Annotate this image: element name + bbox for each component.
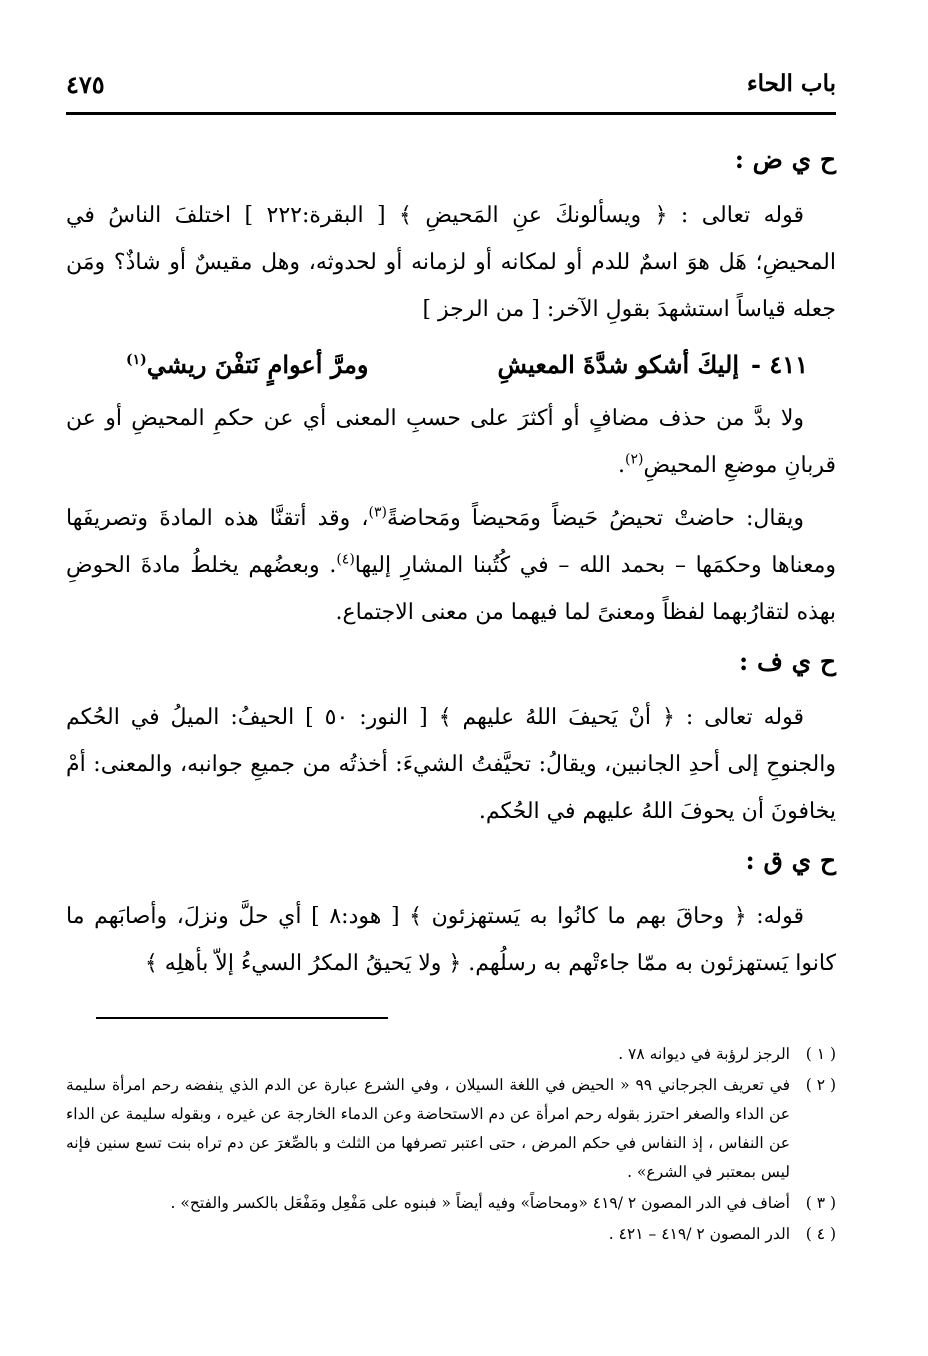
footnote [66,1220,836,1249]
footnote [66,1040,836,1069]
footnote [66,1189,836,1218]
paragraph: ويقال: حاضتْ تحيضُ حَيضاً ومَحيضاً ومَحاضةً$^{(٣)}$، وقد أتقنَّا هذه المادةَ وتصريفَها ومعناها وحكمَها – بحمد الله – في كُتُبنا المشارِ إليها$^{(٤)}$. وبعضُهم يخلطُ مادةَ الحوضِ بهذه لتقارُبهما لفظاً ومعنىً لما فيهما من معنى الاجتماع. [66,504,836,625]
root-heading-hyq: ح ي ق : [745,846,836,875]
root-heading-hyd: ح ي ض : [734,145,836,174]
footnote-text: الرجز لرؤبة في ديوانه ٧٨ . [618,1045,790,1063]
chapter-title: باب الحاء [746,70,836,97]
footnote [66,1071,836,1187]
footnote-number: ( ٣ ) [805,1194,836,1212]
footnote-ref: (٢) [625,451,644,468]
footnote-text: أضاف في الدر المصون ٢ /٤١٩ «ومحاضاً» وفيه أيضاً « فبنوه على مَفْعِل ومَفْعَل بالكسر والفتح» . [170,1194,790,1212]
footnote-number: ( ٢ ) [805,1076,836,1094]
page-number: ٤٧٥ [66,70,105,99]
footnote-ref: (١) [126,352,147,368]
paragraph: ولا بدَّ من حذف مضافٍ أو أكثرَ على حسبِ المعنى أي عن حكمِ المحيضِ أو عن قربانِ موضعِ المحيضِ$^{(٢)}$. [66,406,836,478]
poetry-verse [126,339,808,391]
header-rule [66,112,836,115]
main-text [66,140,836,993]
verse-second-hemistich: ومرَّ أعوامٍ نَتفْنَ ريشي$^{(١)}$ [126,350,369,379]
page-header [66,62,836,114]
footnote-ref: (٣) [368,504,387,521]
paragraph: قوله: ﴿ وحاقَ بهم ما كانُوا به يَستهزئون ﴾ [ هود:٨ ] أي حلَّ ونزلَ، وأصابَهم ما كانوا يَستهزئون به ممّا جاءتْهم به رسلُهم. ﴿ ولا يَحيقُ المكرُ السيءُ إلاّ بأهلِه ﴾ [66,904,836,976]
footnotes [66,1040,836,1251]
footnote-ref: (٤) [336,551,355,568]
footnote-text: في تعريف الجرجاني ٩٩ « الحيض في اللغة السيلان ، وفي الشرع عبارة عن الدم الذي ينفضه رحم امرأة سليمة عن الداء والصغر احترز بقوله رحم امرأة عن دم الاستحاضة وعن الدماء الخارجة عن غيره ، وبقوله سليمة عن الداء عن النفاس ، إذ النفاس في حكم المرض ، حتى اعتبر تصرفها من الثلث و بالصِّغرَ عن دم تراه بنت تسع سنين فإنه ليس بمعتبر في الشرع» . [66,1076,790,1181]
paragraph: قوله تعالى : ﴿ ويسألونكَ عنِ المَحيضِ ﴾ [ البقرة:٢٢٢ ] اختلفَ الناسُ في المحيضِ؛ هَل هوَ اسمٌ للدم أو لمكانه أو لزمانه أو لحدوثه، وهل مقيسٌ أو شاذٌ؟ ومَن جعله قياساً استشهدَ بقولِ الآخر: [ من الرجز ] [66,203,836,322]
footnote-text: الدر المصون ٢ /٤١٩ – ٤٢١ . [608,1225,790,1243]
footnote-separator [96,1017,388,1019]
paragraph: قوله تعالى : ﴿ أنْ يَحيفَ اللهُ عليهم ﴾ [ النور: ٥٠ ] الحيفُ: الميلُ في الحُكم والجنوحِ إلى أحدِ الجانبين، ويقالُ: تحيَّفتُ الشيءَ: أخذتُه من جميعِ جوانبه، والمعنى: أمْ يخافونَ أن يحوفَ اللهُ عليهم في الحُكم. [66,705,836,824]
verse-number: ٤١١ - [751,350,808,379]
footnote-number: ( ٤ ) [805,1225,836,1243]
root-heading-hyf: ح ي ف : [739,647,836,676]
verse-first-hemistich: ٤١١ -إليكَ أشكو شدَّةَ المعيشِ [497,350,808,379]
footnote-number: ( ١ ) [805,1045,836,1063]
